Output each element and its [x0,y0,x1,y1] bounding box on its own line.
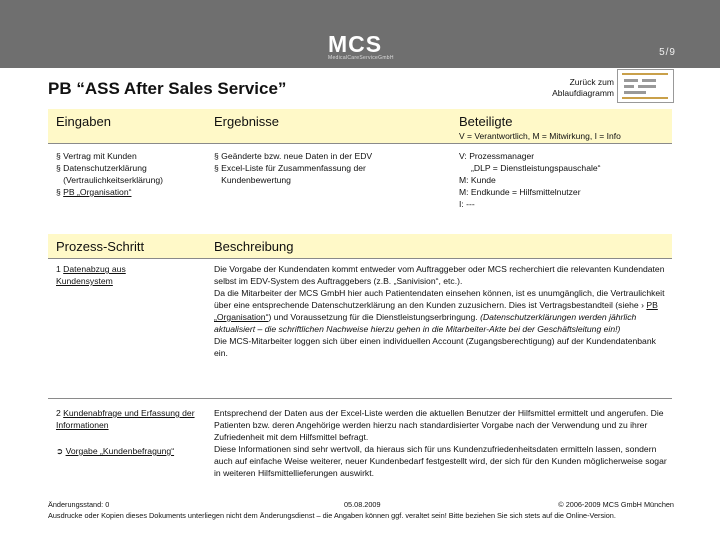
footer-date: 05.08.2009 [344,500,381,509]
header-beschreibung: Beschreibung [214,239,294,254]
step-1-label: 1 Datenabzug aus Kundensystem [56,264,126,286]
divider [48,398,672,399]
divider [48,143,672,144]
arrow-icon: ➲ [56,446,64,456]
pb-organisation-link[interactable]: PB „Organisation“ [63,187,132,197]
logo-text: MCS [328,31,383,57]
flowchart-thumbnail-icon[interactable] [617,69,674,103]
inputs-list [56,150,206,198]
header-bar [0,0,720,68]
participant-item: M: Endkunde = Hilfsmittelnutzer [459,187,581,197]
list-item: (Vertraulichkeitserklärung) [63,175,163,185]
divider [48,258,672,259]
header-beteiligte: Beteiligte [459,114,513,129]
header-ergebnisse: Ergebnisse [214,114,280,129]
pb-organisation-inline-link[interactable]: PB „Organisation“ [214,300,658,322]
step-1-description: Die Vorgabe der Kundendaten kommt entweder vom Auftraggeber oder MCS recherchiert die relevanten Kundendaten selbst im EDV-System des Auftraggebers (z.B. „Sanivision“, etc.). Da die Mitarbeiter der MCS GmbH hier auch Patientendaten einsehen können, ist es unumgänglich, die Vertraulichkeit über eine entsprechende Datenschutzerklärung an den Kunden zuzusichern. Dies ist Vertragsbestandteil (siehe › PB „Organisation“) und Voraussetzung für die Dienstleistungserbringung. (Datenschutzerklärungen werden jährlich aktualisiert – die schriftlichen Nachweise hierzu gehen in die Mitarbeiter-Akte bei der Geschäftsleitung ein!) Die MCS-Mitarbeiter loggen sich über einen individuellen Account (Zugangsberechtigung) auf der Kundendatenbank ein. [214,264,665,358]
footer-notice: Ausdrucke oder Kopien dieses Dokuments unterliegen nicht dem Änderungsdienst – die Angaben können ggf. veraltet sein! Bitte beziehen Sie sich stets auf die Online-Version. [48,511,616,520]
back-link-line1: Zurück zum [569,77,614,87]
header-eingaben: Eingaben [56,114,111,129]
participant-item: V: Prozessmanager [459,151,535,161]
mcs-logo [328,33,400,61]
step-2-description: Entsprechend der Daten aus der Excel-Liste werden die aktuellen Benutzer der Hilfsmittel ermittelt und angerufen. Die Patienten bzw. deren Angehörige werden hierzu nach standardisierter Vorgabe nach der Verwendung und zu ihrer Zufriedenheit mit dem Hilfsmittel befragt. Diese Informationen sind sehr wertvoll, da hieraus sich für uns Kundenzufriedenheitsdaten ermitteln lassen, sondern auch auf einfache Weise weiterer, neuer Kundenbedarf festgestellt wird, der sich für den Kunden möglicherweise sogar in weiteren Hilfsmittellieferungen auswirkt. [214,408,667,478]
kundenbefragung-link[interactable]: Vorgabe „Kundenbefragung“ [65,446,175,456]
list-item: § Geänderte bzw. neue Daten in der EDV [214,151,373,161]
step-1-link[interactable]: Datenabzug aus Kundensystem [56,264,126,286]
participant-item: M: Kunde [459,175,496,185]
page-title: PB “ASS After Sales Service” [48,79,287,98]
step-2-link[interactable]: Kundenabfrage und Erfassung der Informationen [56,408,195,430]
footer-copyright: © 2006-2009 MCS GmbH München [558,500,674,509]
list-item: Kundenbewertung [221,175,291,185]
list-item: § Datenschutzerklärung [56,163,147,173]
list-item: § PB „Organisation“ [56,187,132,197]
participants-list [459,150,669,210]
step-2-label: 2 Kundenabfrage und Erfassung der Informationen ➲ Vorgabe „Kundenbefragung“ [56,408,195,456]
footer-revision: Änderungsstand: 0 [48,500,110,509]
results-list [214,150,444,186]
logo-subtitle: MedicalCareServiceGmbH [328,55,394,61]
roles-legend: V = Verantwortlich, M = Mitwirkung, I = Info [459,131,621,141]
back-link-line2: Ablaufdiagramm [552,88,614,98]
list-item: § Vertrag mit Kunden [56,151,137,161]
back-to-flowchart-link[interactable] [546,77,614,99]
list-item: § Excel-Liste für Zusammenfassung der [214,163,366,173]
participant-item: I: --- [459,199,475,209]
header-prozess-schritt: Prozess-Schritt [56,239,145,254]
page-number: 5/9 [659,47,676,58]
participant-item: „DLP = Dienstleistungspauschale“ [471,163,601,173]
